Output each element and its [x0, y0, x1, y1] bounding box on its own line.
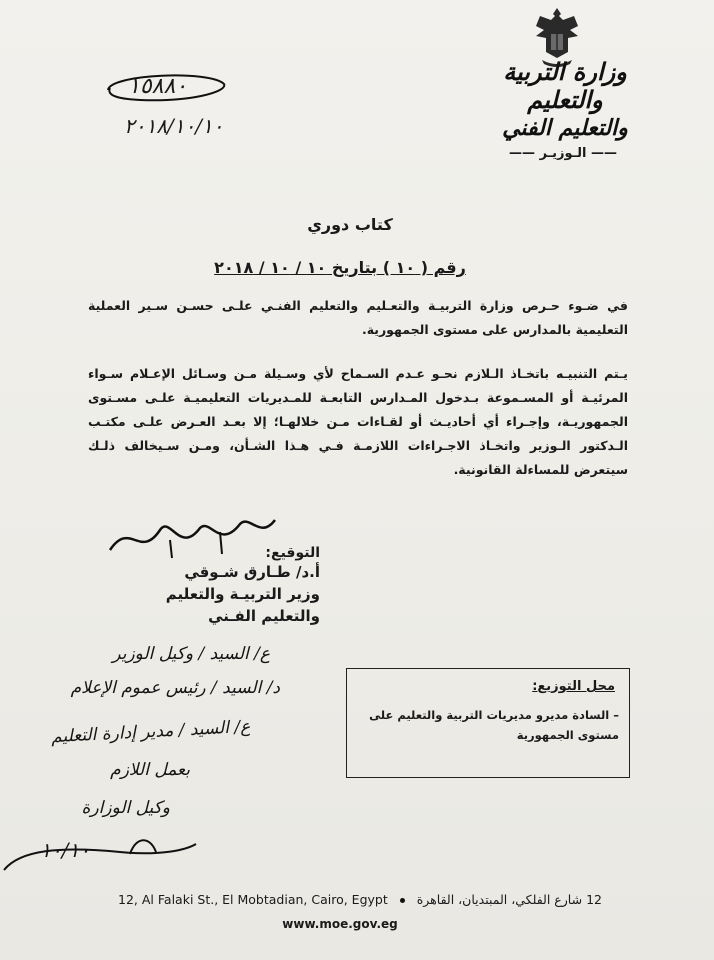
- signatory-name: أ.د/ طـارق شـوقي: [184, 563, 320, 581]
- footer-separator-dot: [400, 898, 405, 903]
- handwritten-note: وكيل الوزارة: [81, 798, 170, 818]
- signatory-title-line1: وزير التربيـة والتعليم: [165, 585, 320, 603]
- minister-line: —— الـوزيـر ——: [509, 146, 617, 161]
- handwritten-note: ع/ السيد / مدير إدارة التعليم: [50, 716, 251, 748]
- document-number: رقم ( ١٠ ) بتاريخ ١٠ / ١٠ / ٢٠١٨: [214, 258, 466, 277]
- handwritten-note: بعمل اللازم: [110, 760, 190, 780]
- handwritten-note: د/ السيد / رئيس عموم الإعلام: [70, 678, 280, 698]
- signature-label: التوقيع:: [265, 545, 320, 561]
- footer-address-ar: 12 شارع الفلكي، المبتديان، القاهرة: [416, 892, 602, 907]
- distribution-item: – السادة مديرو مديريات التربية والتعليم على مستوى الجمهورية: [369, 708, 619, 742]
- reference-number: ١٥٨٨٠: [128, 74, 188, 99]
- distribution-title: محل التوزيع:: [532, 679, 615, 694]
- document-title: كتاب دوري: [307, 215, 393, 234]
- reference-date: ٢٠١٨/١٠/١٠: [124, 114, 224, 138]
- paragraph-intro: في ضـوء حـرص وزارة التربيـة والتعـليم والتعليم الفنـي علـى حسـن سـير العملية التعليمية بالمدارس على مستوى الجمهورية.: [88, 298, 628, 337]
- footer-address-en: 12, Al Falaki St., El Mobtadian, Cairo, Egypt: [118, 892, 388, 907]
- distribution-box: [346, 668, 630, 778]
- footer-website: www.moe.gov.eg: [282, 917, 398, 931]
- handwritten-note: ١٠/١٠: [40, 838, 90, 862]
- paragraph-body: يـتم التنبيـه باتخـاذ الـلازم نحـو عـدم السـماح لأي وسـيلة مـن وسـائل الإعـلام سـواء المرئيـة أو المسـموعة بـدخول المـدارس التابعـة للمـديريات التعليميـة علـى مسـتوى الجمهوريـة، وإجـراء أي أحاديـث أو لقـاءات مـن خلالهـا؛ إلا بعـد العـرض علـى مكتـب الـدكتور الـوزير واتخـاذ الاجـراءات اللازمـة فـي هـذا الشـأن، ومـن سـيخالف ذلـك سيتعرض للمساءلة القانونية.: [88, 366, 628, 477]
- ministry-logo-line1: وزارة التربية والتعليم: [503, 57, 627, 114]
- ministry-logo-line2: والتعليم الفني: [502, 115, 628, 141]
- ministry-logo: [500, 58, 630, 142]
- minister-label: الـوزيـر: [539, 146, 587, 161]
- signatory-title-line2: والتعليم الفـني: [208, 607, 320, 625]
- footer-address: [80, 892, 640, 907]
- handwritten-note: ع/ السيد / وكيل الوزير: [112, 644, 270, 664]
- signature-block: [100, 545, 320, 627]
- handwritten-flourish-icon: [0, 830, 200, 890]
- handwritten-notes: [0, 630, 340, 920]
